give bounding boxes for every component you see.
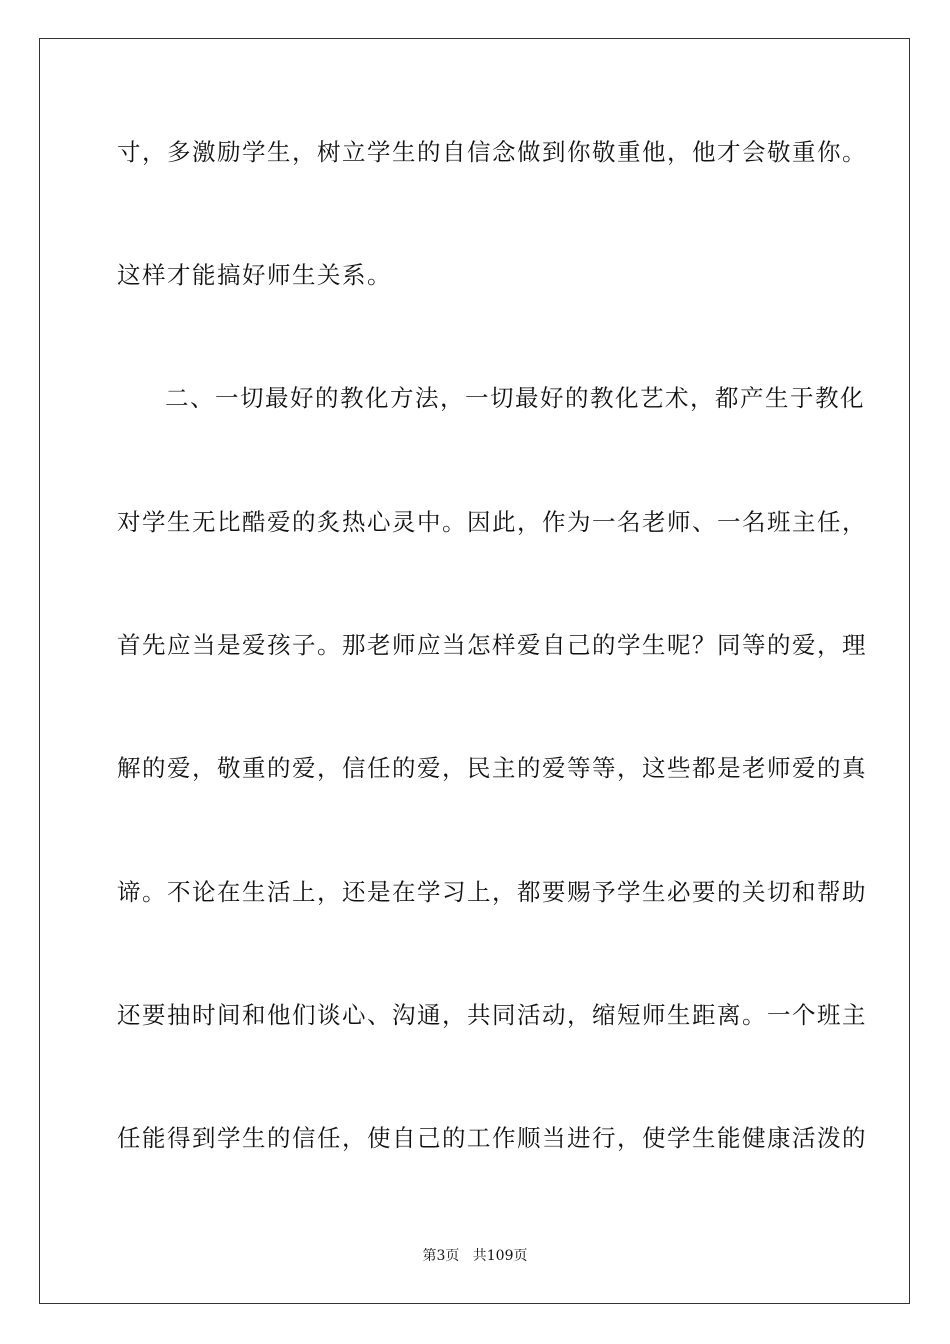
body-text-line-8: 还要抽时间和他们谈心、沟通，共同活动，缩短师生距离。一个班主 [117,1001,867,1029]
body-text-line-5: 首先应当是爱孩子。那老师应当怎样爱自己的学生呢？同等的爱，理 [117,631,867,659]
body-text-line-6: 解的爱，敬重的爱，信任的爱，民主的爱等等，这些都是老师爱的真 [117,754,867,782]
body-text-line-1: 寸，多激励学生，树立学生的自信念做到你敬重他，他才会敬重你。 [117,138,867,166]
body-text-line-4: 对学生无比酷爱的炙热心灵中。因此，作为一名老师、一名班主任， [117,508,867,536]
body-text-line-7: 谛。不论在生活上，还是在学习上，都要赐予学生必要的关切和帮助 [117,878,867,906]
body-text-line-3: 二、一切最好的教化方法，一切最好的教化艺术，都产生于教化 [165,384,865,412]
page-number-footer: 第3页 共109页 [422,1248,528,1264]
page-border [39,38,910,1304]
body-text-line-2: 这样才能搞好师生关系。 [117,261,392,289]
body-text-line-9: 任能得到学生的信任，使自己的工作顺当进行，使学生能健康活泼的 [117,1124,867,1152]
